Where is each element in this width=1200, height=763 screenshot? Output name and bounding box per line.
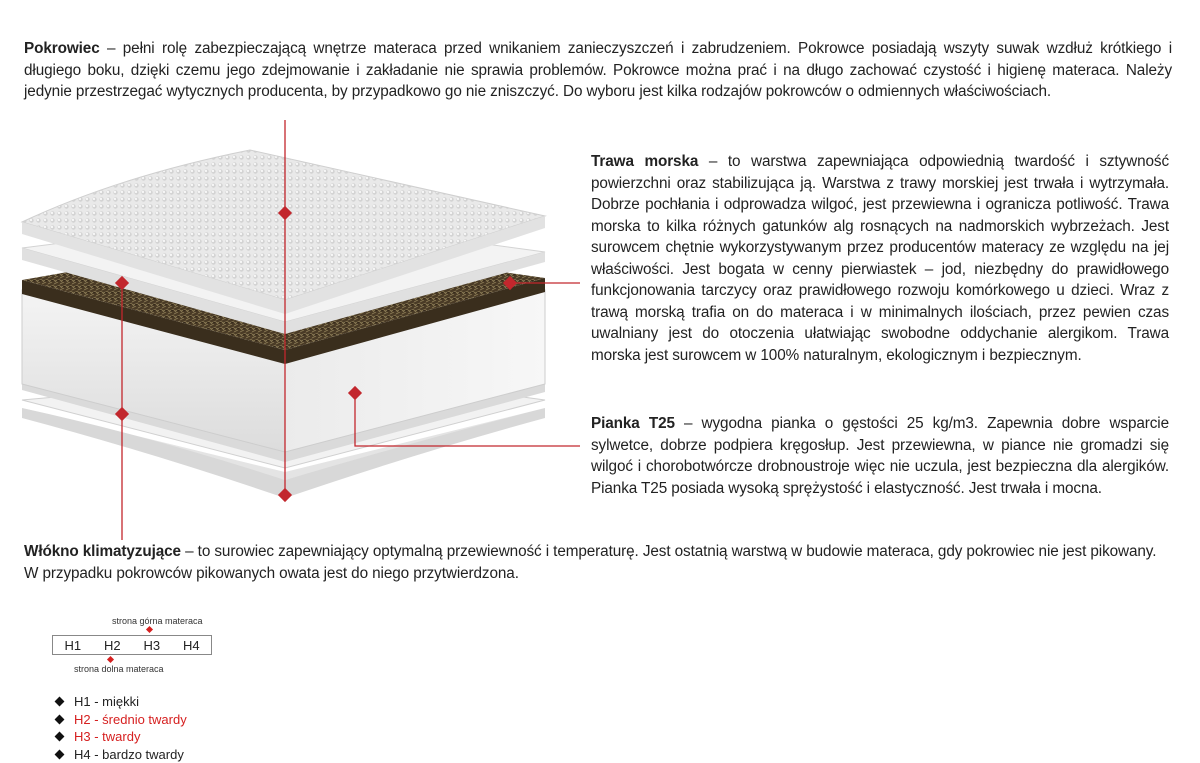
legend-item-h2 [56, 711, 187, 729]
bottom-side-label: strona dolna materaca [74, 664, 164, 674]
legend-item-h3 [56, 728, 187, 746]
diamond-bullet-icon [55, 749, 65, 759]
diamond-bullet-icon [55, 714, 65, 724]
legend-item-h4 [56, 746, 187, 763]
legend-label: H4 - bardzo twardy [74, 746, 184, 763]
seagrass-description [591, 151, 1169, 366]
top-side-label: strona górna materaca [112, 616, 203, 626]
scale-h2: H2 [104, 638, 121, 653]
fiber-text: – to surowiec zapewniający optymalną przewiewność i temperaturę. Jest ostatnią warstwą w budowie materaca, gdy pokrowiec nie jest pikowany. W przypadku pokrowców pikowanych owata jest do niego przytwierdzona. [24, 543, 1156, 582]
foam-description [591, 413, 1169, 499]
legend-label: H1 - miękki [74, 693, 139, 711]
bottom-side-marker [107, 656, 114, 663]
legend-item-h1 [56, 693, 187, 711]
foam-text: – wygodna pianka o gęstości 25 kg/m3. Zapewnia dobre wsparcie sylwetce, dobrze podpiera kręgosłup. Jest przewiewna, w piance nie gromadzi się wilgoć i chorobotwórcze drobnoustroje więc nie uczula, jest bezpieczna dla alergików. Pianka T25 posiada wysoką sprężystość i elastyczność. Jest trwała i mocna. [591, 415, 1169, 497]
firmness-scale [52, 635, 212, 655]
fiber-title: Włókno klimatyzujące [24, 543, 181, 560]
foam-title: Pianka T25 [591, 415, 675, 432]
seagrass-title: Trawa morska [591, 153, 698, 170]
cover-title: Pokrowiec [24, 40, 100, 57]
scale-h4: H4 [183, 638, 200, 653]
scale-h1: H1 [64, 638, 81, 653]
seagrass-text: – to warstwa zapewniająca odpowiednią twardość i sztywność powierzchni oraz stabilizująca ją. Warstwa z trawy morskiej jest trwała i wytrzymała. Dobrze pochłania i odprowadza wilgoć, jest przewiewna i ogranicza potliwość. Trawa morska to kilka różnych gatunków alg rosnących na nadmorskich wybrzeżach. Jest surowcem chętnie wykorzystywanym przez producentów materacy ze względu na jej właściwości. Jest bogata w cenny pierwiastek – jod, niezbędny do prawidłowego funkcjonowania tarczycy oraz prawidłowego rozwoju komórkowego u dzieci. Wraz z trawą morską trafia on do materaca i w minimalnych ilościach, przez pewien czas uwalniany jest do otoczenia ułatwiając swobodne oddychanie alergikom. Trawa morska jest surowcem w 100% naturalnym, ekologicznym i bezpiecznym. [591, 153, 1169, 364]
diamond-bullet-icon [55, 697, 65, 707]
legend-label: H3 - twardy [74, 728, 140, 746]
top-side-marker [146, 626, 153, 633]
scale-h3: H3 [143, 638, 160, 653]
firmness-legend [56, 693, 187, 763]
diamond-bullet-icon [55, 732, 65, 742]
cover-text: – pełni rolę zabezpieczającą wnętrze materaca przed wnikaniem zanieczyszczeń i zabrudzeniem. Pokrowce posiadają wszyty suwak wzdłuż krótkiego i długiego boku, dzięki czemu jego zdejmowanie i zakładanie nie sprawia problemów. Pokrowce można prać i na długo zachować czystość i higienę materaca. Należy jedynie przestrzegać wytycznych producenta, by przypadkowo go nie zniszczyć. Do wyboru jest kilka rodzajów pokrowców o odmiennych właściwościach. [24, 40, 1172, 100]
legend-label: H2 - średnio twardy [74, 711, 187, 729]
mattress-layers-illustration [0, 100, 600, 550]
cover-description [24, 38, 1172, 103]
